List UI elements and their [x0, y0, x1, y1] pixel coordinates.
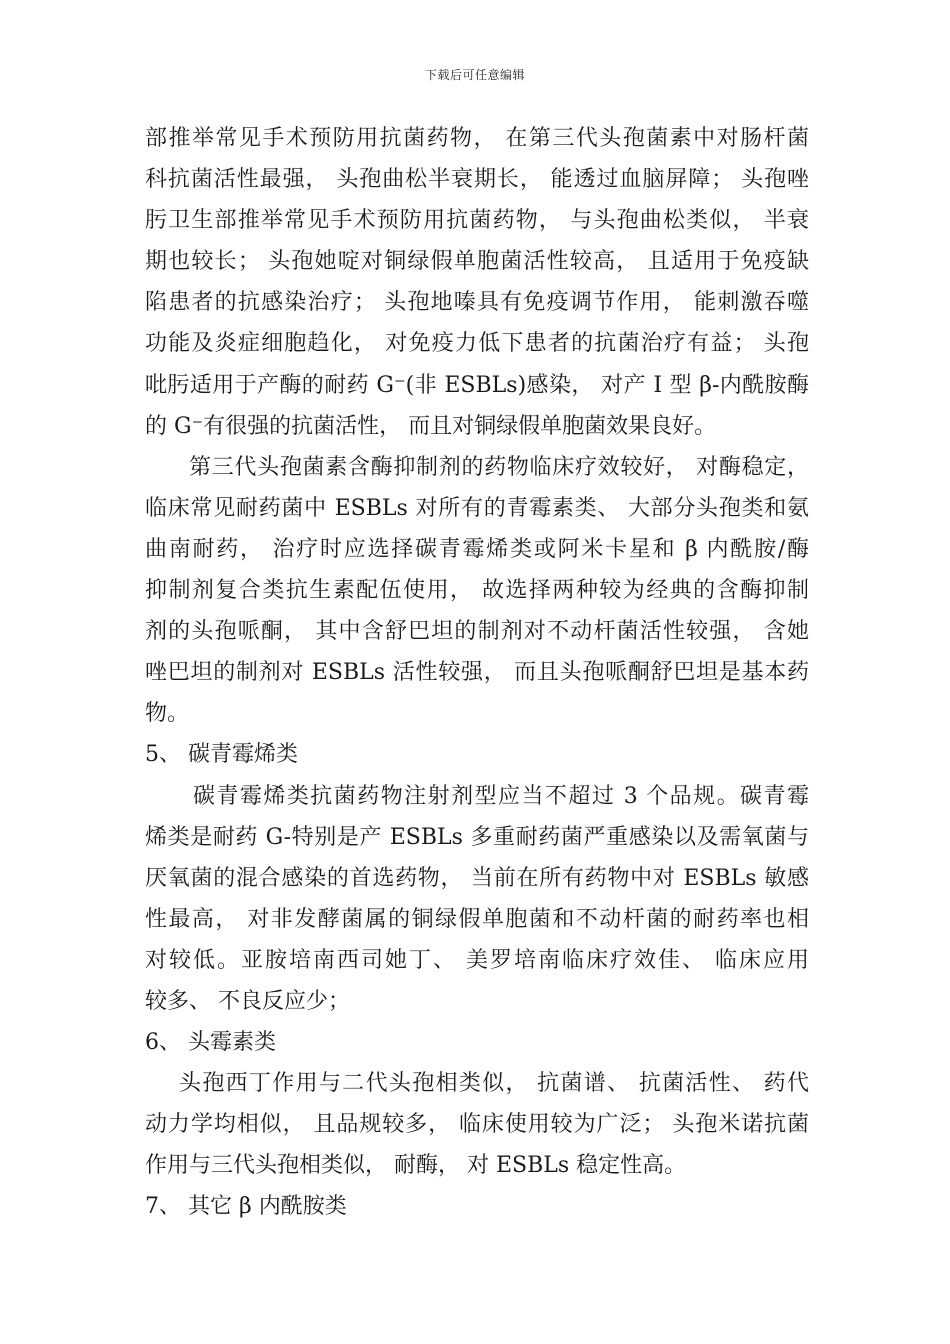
body-line: 烯类是耐药 G-特别是产 ESBLs 多重耐药菌严重感染以及需氧菌与 — [145, 824, 809, 850]
body-line: 物。 — [145, 701, 190, 727]
body-line: 的 G⁻有很强的抗菌活性， 而且对铜绿假单胞菌效果良好。 — [145, 413, 717, 439]
page-header: 下载后可任意编辑 — [424, 68, 525, 82]
body-line: 临床常见耐药菌中 ESBLs 对所有的青霉素类、 大部分头孢类和氨 — [145, 495, 809, 521]
body-line: 动力学均相似， 且品规较多， 临床使用较为广泛； 头孢米诺抗菌 — [145, 1112, 809, 1138]
body-line: 抑制剂复合类抗生素配伍使用， 故选择两种较为经典的含酶抑制 — [145, 578, 809, 604]
body-line: 碳青霉烯类抗菌药物注射剂型应当不超过 3 个品规。碳青霉 — [193, 783, 809, 809]
body-line: 部推举常见手术预防用抗菌药物， 在第三代头孢菌素中对肠杆菌 — [145, 126, 809, 151]
body-line: 较多、 不良反应少； — [145, 988, 350, 1014]
section-heading: 5、 碳青霉烯类 — [145, 742, 298, 768]
body-line: 第三代头孢菌素含酶抑制剂的药物临床疗效较好， 对酶稳定， — [189, 454, 809, 480]
body-line: 厌氧菌的混合感染的首选药物， 当前在所有药物中对 ESBLs 敏感 — [145, 865, 809, 891]
body-line: 唑巴坦的制剂对 ESBLs 活性较强， 而且头孢哌酮舒巴坦是基本药 — [145, 660, 809, 686]
body-line: 陷患者的抗感染治疗； 头孢地嗪具有免疫调节作用， 能刺激吞噬 — [145, 290, 809, 316]
body-line: 性最高， 对非发酵菌属的铜绿假单胞菌和不动杆菌的耐药率也相 — [145, 906, 809, 932]
body-line: 对较低。亚胺培南西司她丁、 美罗培南临床疗效佳、 临床应用 — [145, 947, 809, 973]
document-body — [145, 118, 809, 1228]
body-line: 曲南耐药， 治疗时应选择碳青霉烯类或阿米卡星和 β 内酰胺/酶 — [145, 536, 809, 562]
body-line: 剂的头孢哌酮， 其中含舒巴坦的制剂对不动杆菌活性较强， 含她 — [145, 619, 809, 645]
body-line: 肟卫生部推举常见手术预防用抗菌药物， 与头孢曲松类似， 半衰 — [145, 208, 809, 234]
body-line: 作用与三代头孢相类似， 耐酶， 对 ESBLs 稳定性高。 — [145, 1153, 687, 1179]
body-line: 吡肟适用于产酶的耐药 G⁻(非 ESBLs)感染， 对产 I 型 β-内酰胺酶 — [145, 372, 809, 398]
body-line: 功能及炎症细胞趋化， 对免疫力低下患者的抗菌治疗有益； 头孢 — [145, 331, 809, 357]
body-line: 科抗菌活性最强， 头孢曲松半衰期长， 能透过血脑屏障； 头孢唑 — [145, 167, 809, 193]
body-line: 头孢西丁作用与二代头孢相类似， 抗菌谱、 抗菌活性、 药代 — [179, 1071, 809, 1097]
body-line: 期也较长； 头孢她啶对铜绿假单胞菌活性较高， 且适用于免疫缺 — [145, 249, 809, 275]
section-heading: 7、 其它 β 内酰胺类 — [145, 1194, 347, 1220]
section-heading: 6、 头霉素类 — [145, 1030, 276, 1056]
